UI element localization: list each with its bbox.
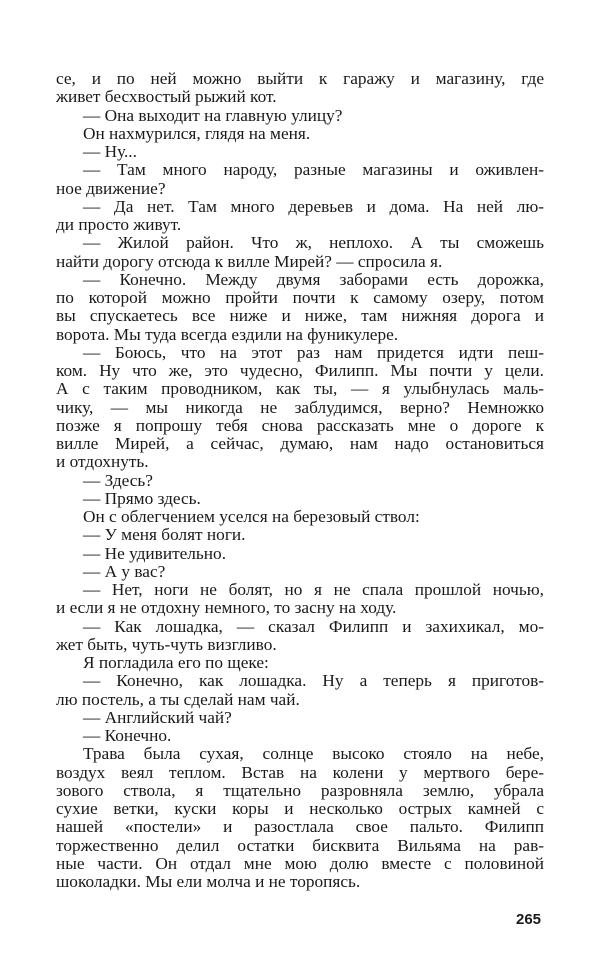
text-line: по которой можно пройти почти к самому озеру, потом [56,289,544,307]
text-line: Трава была сухая, солнце высоко стояло на небе, [83,745,544,764]
text-line: нашей «постели» и разостлала свое пальто. Филипп [56,818,544,837]
text-line: Он нахмурился, глядя на меня. [83,124,311,143]
text-line: лю постель, а ты сделай нам чай. [56,690,300,709]
text-line: — Ну... [83,143,137,161]
text-line: вилле Мирей, а сейчас, думаю, нам надо остановиться [56,435,544,453]
text-line: зового ствола, я тщательно разровняла землю, убрала [56,781,544,800]
body-text [56,70,544,891]
text-line: — Прямо здесь. [83,489,201,508]
text-line: Я погладила его по щеке: [83,654,269,672]
text-line: воздух веял теплом. Встав на колени у мертвого бере- [56,763,544,782]
text-line: ворота. Мы туда всегда ездили на фуникулере. [56,325,399,344]
text-line: ное движение? [56,179,166,198]
text-line: — Она выходит на главную улицу? [83,106,343,125]
text-line: — Конечно. Между двумя заборами есть дорожка, [83,270,544,289]
text-line: — Английский чай? [83,708,232,727]
text-line: — Нет, ноги не болят, но я не спала прошлой ночью, [83,581,544,599]
text-line: ди просто живут. [56,216,182,234]
text-line: найти дорогу отсюда к вилле Мирей? — спросила я. [56,252,443,271]
text-line: — Там много народу, разные магазины и оживлен- [83,161,544,180]
text-line: се, и по ней можно выйти к гаражу и магазину, где [56,70,544,88]
text-line: чику, — мы никогда не заблудимся, верно? Немножко [56,398,544,417]
text-line: сухие ветки, куски коры и несколько острых камней с [56,800,544,818]
text-line: позже я попрошу тебя снова рассказать мне о дороге к [56,416,544,435]
text-line: жет быть, чуть-чуть визгливо. [56,635,277,654]
text-line: — Не удивительно. [83,544,227,563]
text-line: — Жилой район. Что ж, неплохо. А ты сможешь [83,234,544,253]
text-line: — Как лошадка, — сказал Филипп и захихикал, мо- [83,617,544,636]
text-line: — А у вас? [83,562,166,581]
text-line: А с таким проводником, как ты, — я улыбнулась маль- [56,380,544,399]
text-line: торжественно делил остатки бисквита Вильяма на рав- [56,836,544,855]
text-line: шоколадки. Мы ели молча и не торопясь. [56,873,361,891]
text-line: ком. Ну что же, это чудесно, Филипп. Мы почти у цели. [56,362,544,380]
text-line: — Конечно. [83,727,172,745]
text-line: вы спускаетесь все ниже и ниже, там нижняя дорога и [56,307,544,326]
text-line: — Да нет. Там много деревьев и дома. На ней лю- [83,197,544,216]
text-line: — Конечно, как лошадка. Ну а теперь я приготов- [83,672,544,691]
text-line: — Боюсь, что на этот раз нам придется идти пеш- [83,343,544,362]
text-line: и отдохнуть. [56,453,149,472]
text-line: Он с облегчением уселся на березовый ствол: [83,508,420,526]
text-line: — Здесь? [83,471,153,490]
text-line: живет бесхвостый рыжий кот. [56,88,277,107]
text-line: ные части. Он отдал мне мою долю вместе с половиной [56,854,544,873]
page-number: 265 [516,911,542,928]
text-line: и если я не отдохну немного, то засну на ходу. [56,599,397,618]
text-line: — У меня болят ноги. [83,526,246,545]
